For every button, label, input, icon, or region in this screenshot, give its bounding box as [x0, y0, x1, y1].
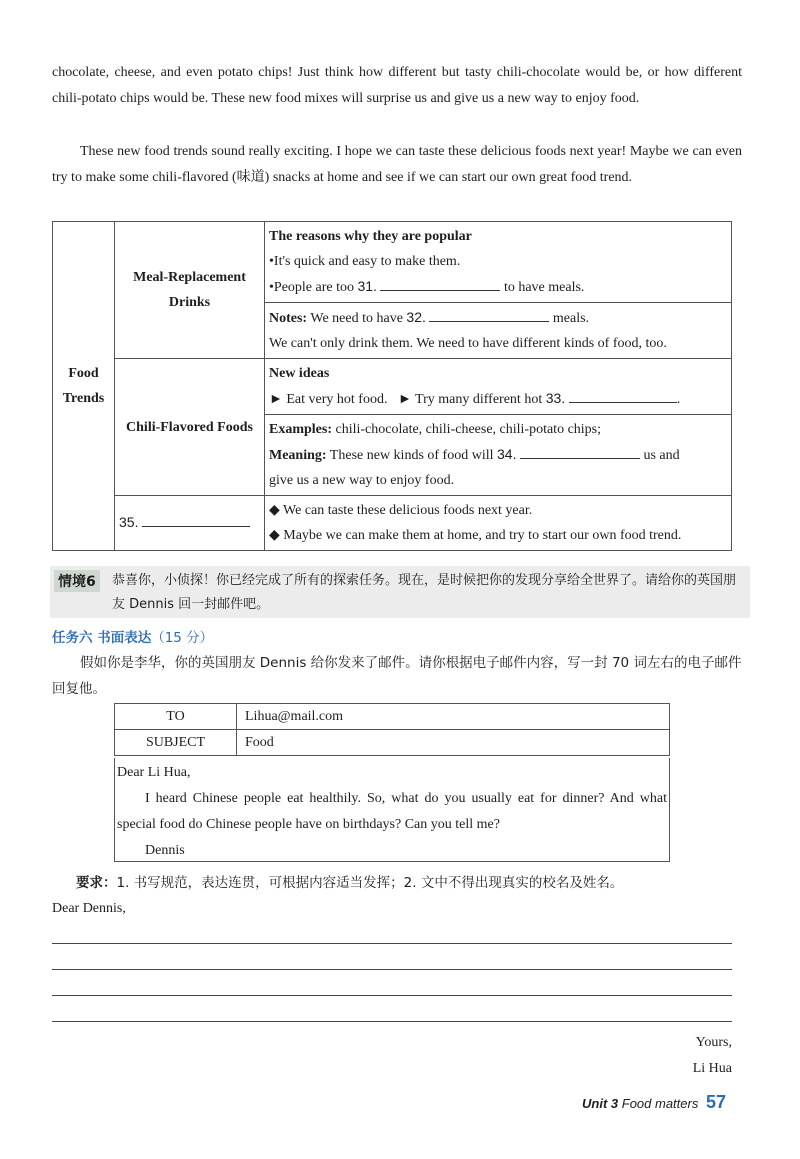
category-line-2: Drinks — [168, 295, 211, 310]
question-34: 34. — [497, 446, 517, 462]
idea-2: ► Try many different hot — [397, 392, 546, 407]
category-chili-flavored: Chili-Flavored Foods — [115, 359, 265, 496]
main-label-trends: Trends — [62, 391, 105, 406]
meaning-line-2: give us a new way to enjoy food. — [269, 473, 455, 488]
examples-line: Examples: chili-chocolate, chili-cheese, chili-potato chips; — [269, 422, 602, 437]
question-33: 33. — [545, 390, 566, 406]
summary-bullet-2: ◆ Maybe we can make them at home, and try to start our own food trend. — [269, 528, 682, 543]
question-31: 31. — [357, 278, 377, 294]
requirements-text: 1. 书写规范，表达连贯，可根据内容适当发挥；2. 文中不得出现真实的校名及姓名。 — [116, 875, 624, 891]
requirements-label: 要求： — [76, 875, 117, 891]
summary-bullet-1: ◆ We can taste these delicious foods next year. — [269, 503, 533, 518]
new-ideas-cell — [265, 359, 732, 415]
email-signature: Dennis — [145, 843, 185, 858]
writing-line-3[interactable] — [52, 995, 732, 996]
email-subject-label: SUBJECT — [115, 730, 237, 756]
writing-line-4[interactable] — [52, 1021, 732, 1022]
footer-unit: Unit 3 — [582, 1096, 619, 1111]
reason-1: •It's quick and easy to make them. — [269, 254, 461, 269]
question-35-cell — [115, 496, 265, 551]
scenario-banner — [50, 566, 750, 618]
task-title-text: 任务六 书面表达 — [52, 630, 152, 646]
scenario-badge: 情境6 — [54, 570, 100, 592]
email-subject-value: Food — [237, 730, 670, 756]
food-trends-table — [52, 221, 732, 551]
reply-name: Li Hua — [692, 1061, 732, 1076]
reply-closing: Yours, — [695, 1035, 732, 1050]
meaning-line: Meaning: These new kinds of food will 34. us and — [269, 442, 727, 468]
task-title — [52, 626, 213, 646]
main-label-food: Food — [68, 366, 99, 381]
question-32: 32. — [406, 309, 426, 325]
task-score: （15 分） — [151, 630, 214, 646]
writing-line-1[interactable] — [52, 943, 732, 944]
writing-requirements — [76, 871, 623, 891]
answer-blank-33[interactable] — [569, 386, 677, 403]
reply-greeting: Dear Dennis, — [52, 901, 126, 916]
reasons-heading: The reasons why they are popular — [269, 229, 472, 244]
email-to-label: TO — [115, 704, 237, 730]
ideas-line: ► Eat very hot food. ► Try many different hot 33. . — [269, 386, 727, 412]
page-footer — [582, 1092, 726, 1113]
writing-line-2[interactable] — [52, 969, 732, 970]
question-35: 35. — [119, 514, 139, 530]
email-body — [114, 758, 670, 862]
notes-cell — [265, 303, 732, 359]
email-to-value: Lihua@mail.com — [237, 704, 670, 730]
main-category-cell — [53, 222, 115, 551]
footer-title: Food matters — [621, 1096, 699, 1111]
category-meal-replacement — [115, 222, 265, 359]
passage-paragraph-2: These new food trends sound really exciting. I hope we can taste these delicious foods next year! Maybe we can even try to make some chili-flavored (味道) snacks at home and see if we can start our own great food trend. — [52, 144, 742, 185]
email-greeting: Dear Li Hua, — [117, 765, 191, 780]
answer-blank-35[interactable] — [142, 510, 250, 527]
answer-blank-32[interactable] — [429, 305, 549, 322]
notes-line-2: We can't only drink them. We need to have different kinds of food, too. — [269, 336, 667, 351]
reason-2: •People are too 31. to have meals. — [269, 274, 727, 300]
answer-blank-31[interactable] — [380, 274, 500, 291]
reasons-cell — [265, 222, 732, 303]
examples-cell — [265, 415, 732, 496]
passage-paragraph-1: chocolate, cheese, and even potato chips! Just think how different but tasty chili-chocolate would be, or how different chili-potato chips would be. These new food mixes will surprise us and give us a new way to enjoy food. — [52, 65, 742, 106]
new-ideas-heading: New ideas — [269, 366, 330, 381]
category-line-1: Meal-Replacement — [133, 270, 246, 285]
email-header-table — [114, 703, 670, 756]
idea-1: ► Eat very hot food. — [269, 392, 388, 407]
answer-blank-34[interactable] — [520, 442, 640, 459]
page-number: 57 — [705, 1092, 726, 1112]
notes-line-1: Notes: We need to have 32. meals. — [269, 305, 727, 331]
scenario-text: 恭喜你，小侦探！你已经完成了所有的探索任务。现在，是时候把你的发现分享给全世界了。请给你的英国朋友 Dennis 回一封邮件吧。 — [112, 573, 737, 612]
email-message: I heard Chinese people eat healthily. So, what do you usually eat for dinner? And what special food do Chinese people have on birthdays? Can you tell me? — [117, 791, 667, 832]
summary-cell — [265, 496, 732, 551]
task-instruction: 假如你是李华，你的英国朋友 Dennis 给你发来了邮件。请你根据电子邮件内容，写一封 70 词左右的电子邮件回复他。 — [52, 655, 742, 697]
